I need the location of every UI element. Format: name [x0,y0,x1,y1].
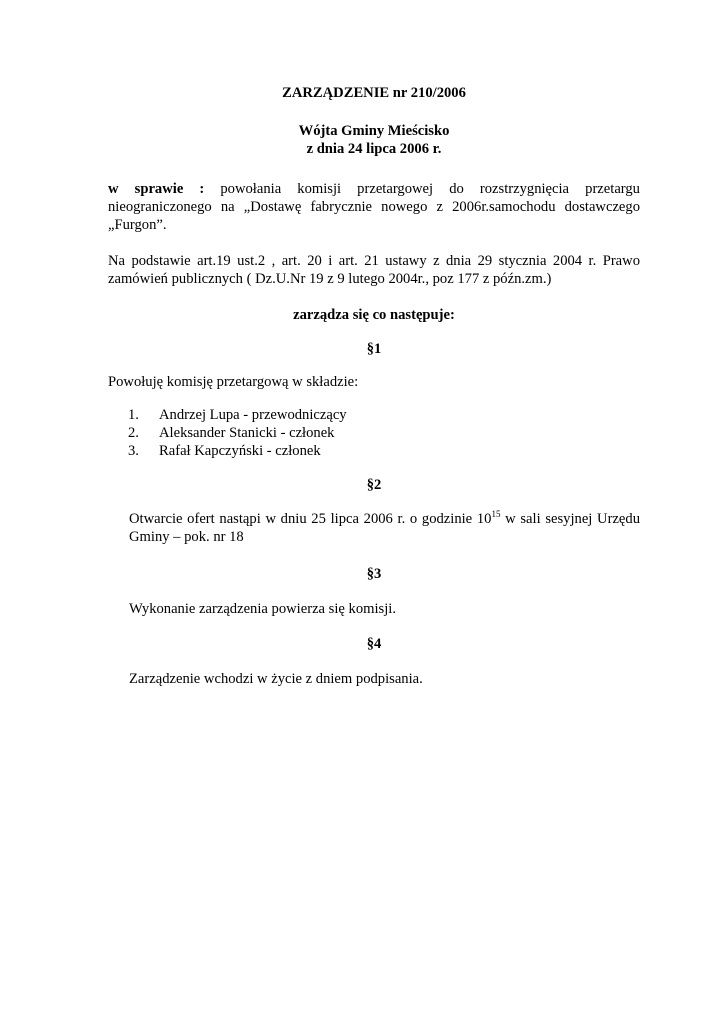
document-date: z dnia 24 lipca 2006 r. [306,141,442,157]
orders-heading: zarządza się co następuje: [293,307,455,323]
section-2-text [108,510,640,546]
list-item-text: Aleksander Stanicki - członek [159,425,335,441]
section-4-text: Zarządzenie wchodzi w życie z dniem podpisania. [129,671,423,687]
document-header-block [108,122,640,158]
section-3-heading: §3 [366,566,382,582]
matter-label: w sprawie : [108,181,205,197]
section-4-heading: §4 [366,636,382,652]
section-1-intro: Powołuję komisję przetargową w składzie: [108,374,359,390]
list-item [108,442,640,460]
matter-paragraph [108,180,640,234]
committee-members-list [108,406,640,460]
list-item-number: 2. [128,425,139,441]
issuing-authority: Wójta Gminy Mieścisko [298,123,450,139]
list-item [108,406,640,424]
legal-basis-paragraph: Na podstawie art.19 ust.2 , art. 20 i art. 21 ustawy z dnia 29 stycznia 2004 r. Prawo zamówień publicznych ( Dz.U.Nr 19 z 9 lutego 2004r., poz 177 z późn.zm.) [108,253,640,287]
opening-text-after: w sali sesyjnej Urzędu Gminy – pok. nr 18 [129,511,640,545]
list-item [108,424,640,442]
list-item-text: Rafał Kapczyński - członek [159,443,321,459]
opening-text-before: Otwarcie ofert nastąpi w dniu 25 lipca 2006 r. o godzinie 10 [129,511,492,527]
matter-text: powołania komisji przetargowej do rozstrzygnięcia przetargu nieograniczonego na „Dostawę fabrycznie nowego z 2006r.samochodu dostawczego „Furgon”. [108,181,640,233]
opening-time-superscript: 15 [491,509,501,519]
section-1-heading: §1 [366,341,382,357]
list-item-text: Andrzej Lupa - przewodniczący [159,407,347,423]
section-3-text: Wykonanie zarządzenia powierza się komisji. [129,601,396,617]
section-2-heading: §2 [366,477,382,493]
document-page [108,84,640,688]
list-item-number: 1. [128,407,139,423]
document-title: ZARZĄDZENIE nr 210/2006 [282,85,466,101]
list-item-number: 3. [128,443,139,459]
